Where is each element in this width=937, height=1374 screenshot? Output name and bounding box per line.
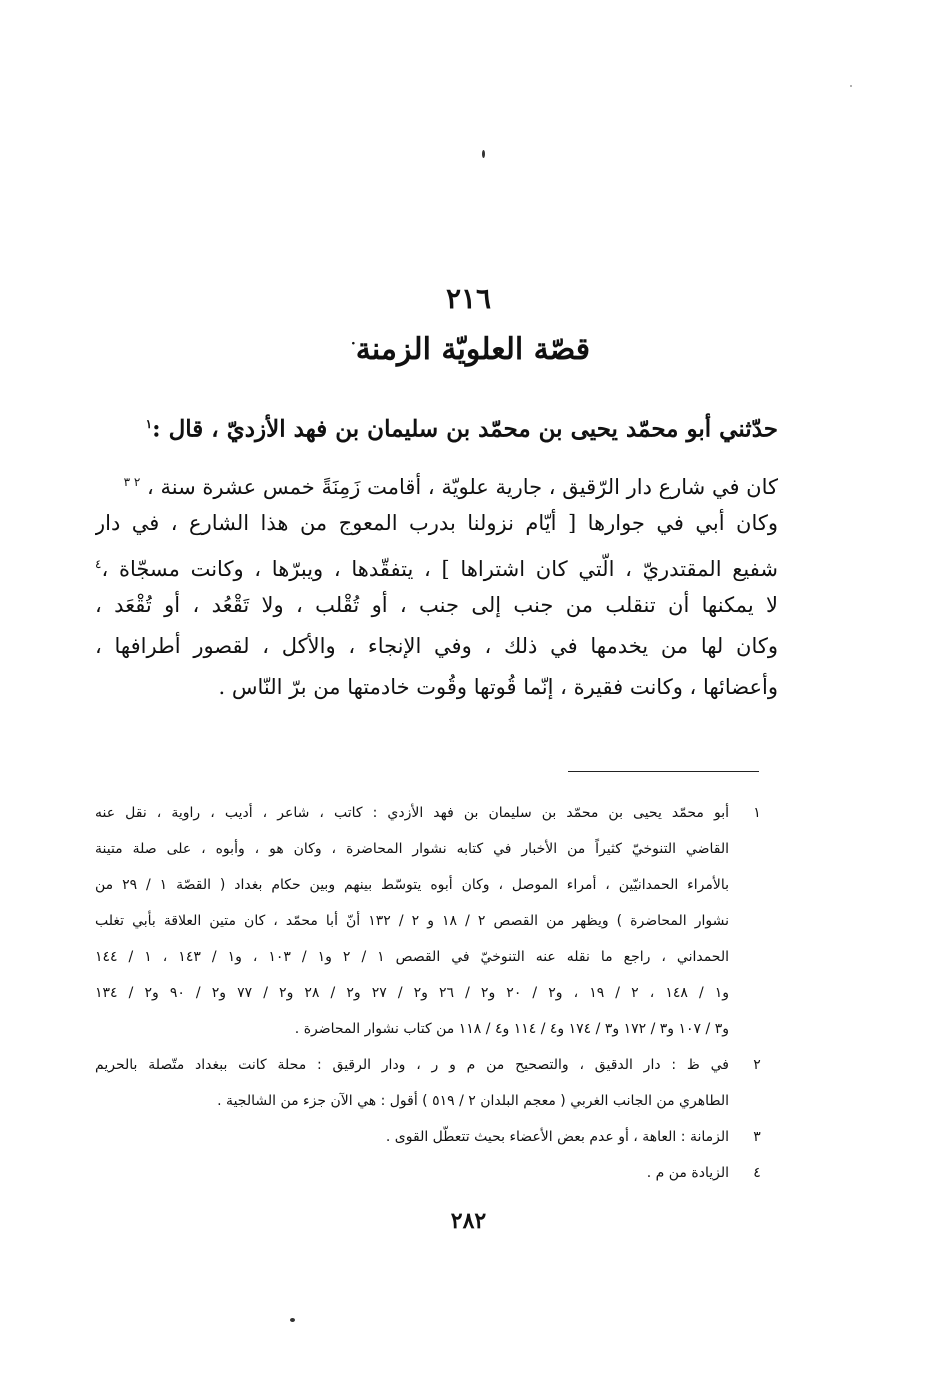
footnote-ref: ٤ [95,557,102,571]
footnote-line: و٣ / ١٠٧ و٣ / ١٧٢ و٣ / ١٧٤ و٤ / ١١٤ و٤ / ١١٨ من كتاب نشوار المحاضرة . [294,1021,729,1037]
footnote-number: ٣ [753,1129,761,1145]
scan-speck [290,1318,295,1322]
footnote-2 [95,1047,767,1119]
story-paragraph [95,462,778,708]
page-number: ٢٨٢ [450,1208,487,1234]
paragraph-line: شفيع المقتدريّ ، الّتي كان اشتراها ] ، يتفقّدها ، ويبرّها ، وكانت مسجّاة ،$^٤$ [95,557,778,581]
footnote-line: الحمداني ، راجع ما نقله عنه التنوخيّ في القصص ١ / ٢ و١ / ١٠٣ ، و١ / ١٤٣ ، ١ / ١٤٤ [95,949,729,965]
footnote-number: ٢ [753,1057,761,1073]
footnote-line: الزيادة من م . [646,1165,729,1181]
paragraph-line: كان في شارع دار الرّقيق ، جارية علويّة ، أقامت زَمِنَةً خمس عشرة سنة ، $^{٢ ٣}$ [123,475,778,499]
footnote-line: في ظ : دار الدقيق ، والتصحيح من م و ر ، ودار الرقيق : محلة كانت ببغداد متّصلة بالحريم [95,1057,729,1073]
story-number: ٢١٦ [445,282,492,315]
footnote-line: أبو محمّد يحيى بن محمّد بن سليمان بن فهد الأزدي : كاتب ، شاعر ، أديب ، راوية ، نقل عنه [95,805,729,821]
footnotes [95,795,767,1191]
footnote-number: ٤ [753,1165,761,1181]
footnote-line: نشوار المحاضرة ) ويظهر من القصص ٢ / ١٨ و ٢ / ١٣٢ أنّ أبا محمّد ، كان متين العلاقة بأبي تغلب [95,913,729,929]
intro-footnote-ref: ١ [145,417,153,431]
footnote-line: الزمانة : العاهة ، أو عدم بعض الأعضاء بحيث تتعطّل القوى . [385,1129,729,1145]
footnote-3 [95,1119,767,1155]
footnote-line: القاضي التنوخيّ كثيراً من الأخبار في كتابه نشوار المحاضرة ، وكان هو ، وأبوه ، على صلة متينة [95,841,729,857]
paragraph-line: وكان لها من يخدمها في ذلك ، وفي الإنجاء ، والأكل ، لقصور أطرافها ، [95,634,778,658]
scan-speck [850,85,852,87]
story-title [0,332,937,367]
intro-text: حدّثني أبو محمّد يحيى بن محمّد بن سليمان بن فهد الأزديّ ، قال : [152,415,778,443]
title-text: قصّة العلويّة الزمنة [355,332,591,367]
footnote-line: الطاهري من الجانب الغربي ( معجم البلدان ٢ / ٥١٩ ) أقول : هي الآن جزء من الشالجية . [217,1093,729,1109]
footnote-number: ١ [753,805,761,821]
footnote-ref: ٢ ٣ [123,475,141,489]
title-mark: · [350,336,356,352]
narrator-intro [95,404,778,450]
scan-speck [482,150,485,158]
footnote-1 [95,795,767,1047]
paragraph-line: وكان أبي في جوارها [ أيّام نزولنا بدرب المعوج من هذا الشارع ، في دار [95,511,778,535]
paragraph-line: وأعضائها ، وكانت فقيرة ، إنّما قُوتها وقُوت خادمتها من برّ النّاس . [218,675,778,699]
footnote-4 [95,1155,767,1191]
footnote-line: بالأمراء الحمدانيّين ، أمراء الموصل ، وكان أبوه يتوسّط بينهم وبين حكام بغداد ( القصّة ١ / ٢٩ من [95,877,729,893]
paragraph-line: لا يمكنها أن تنقلب من جنب إلى جنب ، أو تُقْلب ، ولا تَقْعُد ، أو تُقْعَد ، [95,593,778,617]
footnote-line: و١ / ١٤٨ ، ٢ / ١٩ ، و٢ / ٢٠ و٢ / ٢٦ و٢ / ٢٧ و٢ / ٢٨ و٢ / ٧٧ و٢ / ٩٠ و٢ / ١٣٤ [95,985,729,1001]
footnote-divider [568,771,759,772]
